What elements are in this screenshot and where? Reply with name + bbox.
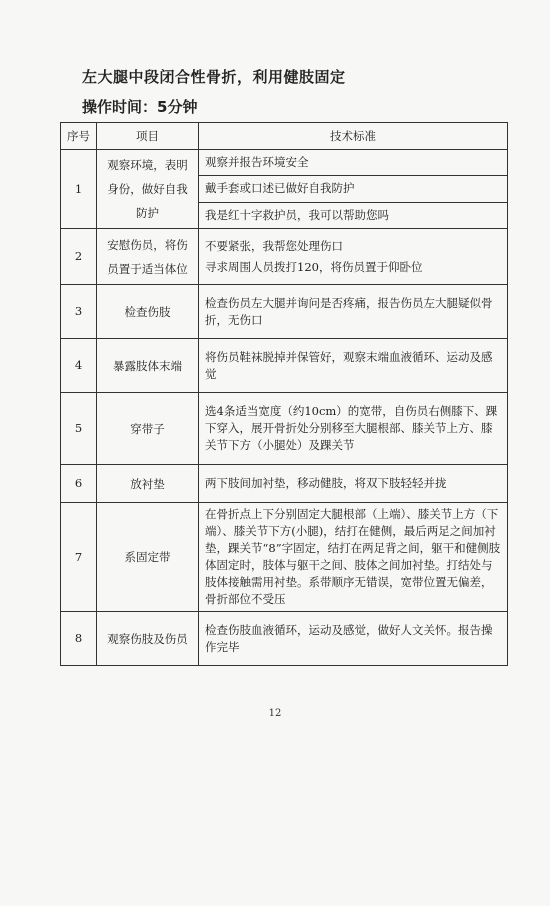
standard-line: 不要紧张，我帮您处理伤口 xyxy=(205,238,343,253)
row-item: 系固定带 xyxy=(97,503,199,612)
header-standard: 技术标准 xyxy=(199,123,508,150)
row-no: 8 xyxy=(61,612,97,666)
row-item: 放衬垫 xyxy=(97,465,199,503)
row-standard: 将伤员鞋袜脱掉并保管好，观察末端血液循环、运动及感觉 xyxy=(199,339,508,393)
row-standard: 我是红十字救护员，我可以帮助您吗 xyxy=(199,202,508,228)
standard-line: 寻求周围人员拨打120，将伤员置于仰卧位 xyxy=(205,259,423,274)
row-standard: 检查伤员左大腿并询问是否疼痛，报告伤员左大腿疑似骨折，无伤口 xyxy=(199,285,508,339)
row-standard: 在骨折点上下分别固定大腿根部（上端）、膝关节上方（下端）、膝关节下方(小腿)，结打在健侧，最后两足之间加衬垫，踝关节“8”字固定，结打在两足背之间，躯干和健侧肢体固定时，肢体与躯干之间、肢体之间加衬垫。打结处与肢体接触需用衬垫。系带顺序无错误，宽带位置无偏差，骨折部位不受压 xyxy=(199,503,508,612)
row-no: 6 xyxy=(61,465,97,503)
row-no: 3 xyxy=(61,285,97,339)
table-row xyxy=(61,465,508,503)
row-standard: 两下肢间加衬垫，移动健肢，将双下肢轻轻并拢 xyxy=(199,465,508,503)
table-header-row xyxy=(61,123,508,150)
table-row xyxy=(61,285,508,339)
page-number: 12 xyxy=(268,708,282,719)
row-standard: 观察并报告环境安全 xyxy=(199,150,508,176)
operation-time: 操作时间：5分钟 xyxy=(82,98,198,116)
row-item: 观察环境，表明身份，做好自我防护 xyxy=(97,150,199,229)
table-row xyxy=(61,503,508,612)
document-title: 左大腿中段闭合性骨折，利用健肢固定 xyxy=(82,68,346,86)
row-item: 观察伤肢及伤员 xyxy=(97,612,199,666)
table-row xyxy=(61,612,508,666)
row-no: 1 xyxy=(61,150,97,229)
row-item: 安慰伤员，将伤员置于适当体位 xyxy=(97,229,199,285)
table-row xyxy=(61,229,508,285)
row-item: 检查伤肢 xyxy=(97,285,199,339)
table-row xyxy=(61,339,508,393)
row-item: 暴露肢体末端 xyxy=(97,339,199,393)
procedure-table xyxy=(60,122,508,666)
row-no: 4 xyxy=(61,339,97,393)
header-no: 序号 xyxy=(61,123,97,150)
row-standard xyxy=(199,229,508,285)
row-item: 穿带子 xyxy=(97,393,199,465)
row-no: 7 xyxy=(61,503,97,612)
header-item: 项目 xyxy=(97,123,199,150)
row-standard: 检查伤肢血液循环，运动及感觉，做好人文关怀。报告操作完毕 xyxy=(199,612,508,666)
row-standard: 选4条适当宽度（约10cm）的宽带，自伤员右侧膝下、踝下穿入，展开骨折处分别移至大腿根部、膝关节上方、膝关节下方（小腿处）及踝关节 xyxy=(199,393,508,465)
row-standard: 戴手套或口述已做好自我防护 xyxy=(199,176,508,202)
row-no: 5 xyxy=(61,393,97,465)
table-row xyxy=(61,393,508,465)
table-row xyxy=(61,150,508,176)
row-no: 2 xyxy=(61,229,97,285)
